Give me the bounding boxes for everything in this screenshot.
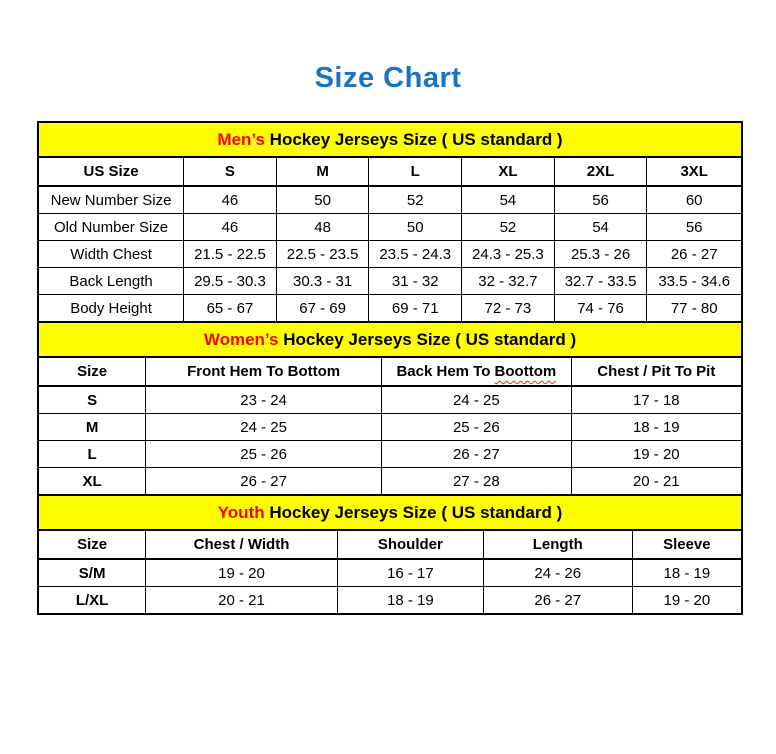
row-label: Old Number Size	[39, 214, 184, 241]
table-row	[39, 468, 741, 495]
row-label: Back Length	[39, 268, 184, 295]
size-value-cell: 24 - 25	[146, 414, 382, 441]
table-row	[39, 441, 741, 468]
size-value-cell: 25 - 26	[382, 414, 572, 441]
column-header: Back Hem To Boottom	[382, 358, 572, 386]
band-text-womens: Hockey Jerseys Size ( US standard )	[278, 329, 577, 349]
size-value-cell: 25.3 - 26	[554, 241, 647, 268]
table-row	[39, 295, 741, 322]
size-value-cell: 69 - 71	[369, 295, 462, 322]
size-value-cell: 54	[554, 214, 647, 241]
section-table-mens	[39, 158, 741, 321]
size-value-cell: 19 - 20	[632, 587, 741, 614]
column-header: 2XL	[554, 158, 647, 186]
column-header: Sleeve	[632, 531, 741, 559]
size-value-cell: 24.3 - 25.3	[462, 241, 555, 268]
size-value-cell: 33.5 - 34.6	[647, 268, 741, 295]
size-value-cell: 52	[369, 186, 462, 214]
size-value-cell: 74 - 76	[554, 295, 647, 322]
column-header: S	[184, 158, 277, 186]
size-value-cell: 52	[462, 214, 555, 241]
band-text-mens: Hockey Jerseys Size ( US standard )	[264, 129, 563, 149]
header-row-womens	[39, 358, 741, 386]
size-value-cell: 50	[369, 214, 462, 241]
column-header: XL	[462, 158, 555, 186]
size-value-cell: 32 - 32.7	[462, 268, 555, 295]
band-highlight-womens: Women’s	[203, 329, 279, 349]
size-value-cell: 26 - 27	[382, 441, 572, 468]
section-table-youth	[39, 531, 741, 613]
size-value-cell: 26 - 27	[483, 587, 632, 614]
size-value-cell: 18 - 19	[571, 414, 741, 441]
size-value-cell: 27 - 28	[382, 468, 572, 495]
size-value-cell: 24 - 25	[382, 386, 572, 414]
column-header: Size	[39, 531, 146, 559]
column-header: Size	[39, 358, 146, 386]
size-value-cell: 56	[554, 186, 647, 214]
size-value-cell: 25 - 26	[146, 441, 382, 468]
column-header: M	[276, 158, 369, 186]
section-table-womens	[39, 358, 741, 494]
header-row-mens	[39, 158, 741, 186]
header-row-youth	[39, 531, 741, 559]
row-label: New Number Size	[39, 186, 184, 214]
section-band-youth	[39, 494, 741, 531]
size-value-cell: 26 - 27	[647, 241, 741, 268]
size-value-cell: 22.5 - 23.5	[276, 241, 369, 268]
size-value-cell: 20 - 21	[571, 468, 741, 495]
size-value-cell: 31 - 32	[369, 268, 462, 295]
size-value-cell: 29.5 - 30.3	[184, 268, 277, 295]
size-chart-table	[37, 121, 743, 615]
row-label: L	[39, 441, 146, 468]
band-highlight-youth: Youth	[217, 502, 265, 522]
size-value-cell: 32.7 - 33.5	[554, 268, 647, 295]
row-label: Width Chest	[39, 241, 184, 268]
size-value-cell: 60	[647, 186, 741, 214]
size-value-cell: 18 - 19	[632, 559, 741, 587]
row-label: M	[39, 414, 146, 441]
page-title: Size Chart	[314, 62, 462, 94]
table-row	[39, 241, 741, 268]
size-value-cell: 56	[647, 214, 741, 241]
row-label: L/XL	[39, 587, 146, 614]
size-value-cell: 19 - 20	[571, 441, 741, 468]
column-header: Chest / Pit To Pit	[571, 358, 741, 386]
table-row	[39, 559, 741, 587]
column-header: Front Hem To Bottom	[146, 358, 382, 386]
size-value-cell: 18 - 19	[337, 587, 483, 614]
table-row	[39, 214, 741, 241]
table-row	[39, 386, 741, 414]
size-value-cell: 30.3 - 31	[276, 268, 369, 295]
column-header: Length	[483, 531, 632, 559]
misspelled-word: Boottom	[494, 363, 557, 380]
column-header: US Size	[39, 158, 184, 186]
size-value-cell: 21.5 - 22.5	[184, 241, 277, 268]
row-label: Body Height	[39, 295, 184, 322]
size-value-cell: 23 - 24	[146, 386, 382, 414]
row-label: S/M	[39, 559, 146, 587]
row-label: S	[39, 386, 146, 414]
size-value-cell: 67 - 69	[276, 295, 369, 322]
table-row	[39, 186, 741, 214]
table-row	[39, 414, 741, 441]
size-value-cell: 17 - 18	[571, 386, 741, 414]
column-header: Chest / Width	[146, 531, 338, 559]
column-header: 3XL	[647, 158, 741, 186]
size-value-cell: 19 - 20	[146, 559, 338, 587]
size-value-cell: 77 - 80	[647, 295, 741, 322]
size-value-cell: 46	[184, 214, 277, 241]
size-value-cell: 48	[276, 214, 369, 241]
size-value-cell: 65 - 67	[184, 295, 277, 322]
column-header: L	[369, 158, 462, 186]
size-value-cell: 50	[276, 186, 369, 214]
table-row	[39, 268, 741, 295]
size-value-cell: 16 - 17	[337, 559, 483, 587]
section-band-mens	[39, 123, 741, 158]
column-header: Shoulder	[337, 531, 483, 559]
table-row	[39, 587, 741, 614]
size-value-cell: 26 - 27	[146, 468, 382, 495]
band-text-youth: Hockey Jerseys Size ( US standard )	[264, 502, 563, 522]
size-value-cell: 54	[462, 186, 555, 214]
size-value-cell: 24 - 26	[483, 559, 632, 587]
size-value-cell: 46	[184, 186, 277, 214]
band-highlight-mens: Men’s	[217, 129, 265, 149]
row-label: XL	[39, 468, 146, 495]
section-band-womens	[39, 321, 741, 358]
size-value-cell: 20 - 21	[146, 587, 338, 614]
size-value-cell: 23.5 - 24.3	[369, 241, 462, 268]
size-value-cell: 72 - 73	[462, 295, 555, 322]
